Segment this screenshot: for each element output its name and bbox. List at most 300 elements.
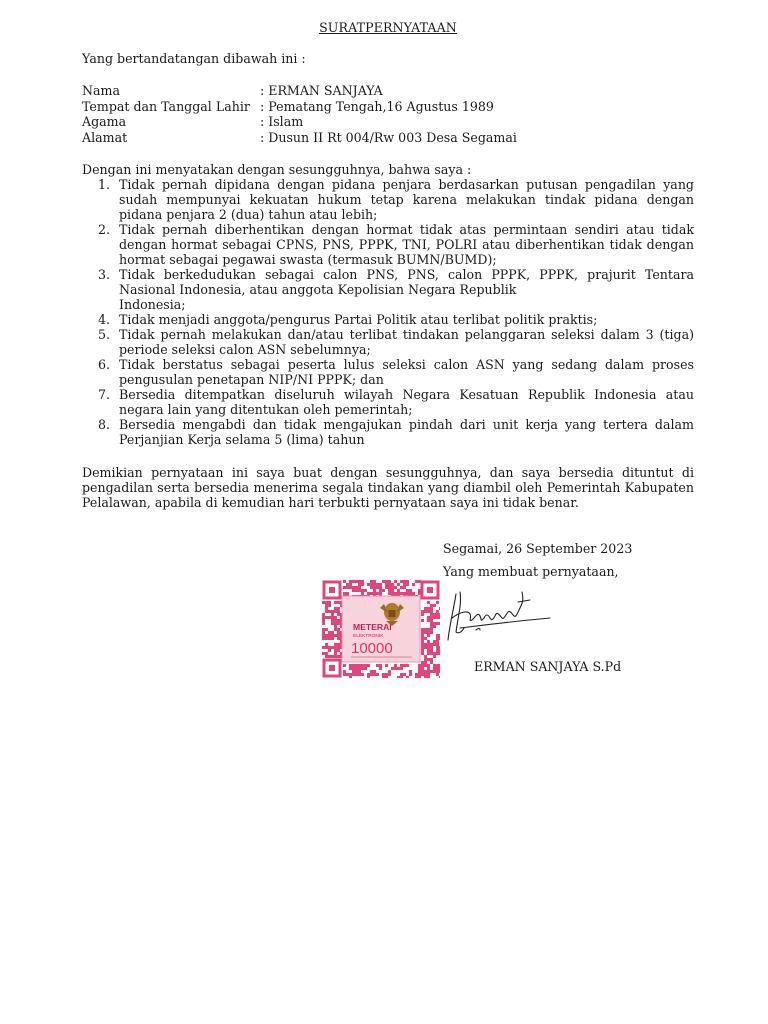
qr-module xyxy=(427,676,430,678)
qr-module xyxy=(403,580,406,583)
qr-module xyxy=(421,640,424,643)
identity-table xyxy=(82,83,517,146)
qr-module xyxy=(337,655,340,658)
qr-module xyxy=(352,580,355,583)
qr-module xyxy=(421,664,424,667)
qr-module xyxy=(370,592,373,595)
qr-module xyxy=(349,580,352,583)
qr-module xyxy=(367,676,370,678)
qr-module xyxy=(421,673,424,676)
qr-module xyxy=(409,589,412,592)
qr-module xyxy=(412,592,415,595)
qr-module xyxy=(373,580,376,583)
qr-module xyxy=(379,589,382,592)
list-item-number: 7. xyxy=(98,387,111,402)
qr-module xyxy=(424,607,427,610)
qr-module xyxy=(424,631,427,634)
qr-module xyxy=(400,580,403,583)
qr-module xyxy=(430,607,433,610)
qr-module xyxy=(391,583,394,586)
qr-module xyxy=(349,667,352,670)
qr-module xyxy=(337,607,340,610)
qr-module xyxy=(430,643,433,646)
qr-module xyxy=(370,580,373,583)
qr-module xyxy=(334,610,337,613)
identity-row xyxy=(82,114,517,130)
statement-lead: Dengan ini menyatakan dengan sesungguhnya, bahwa saya : xyxy=(82,162,472,177)
qr-module xyxy=(388,589,391,592)
qr-module xyxy=(394,586,397,589)
qr-module xyxy=(364,589,367,592)
qr-module xyxy=(385,664,388,667)
qr-module xyxy=(328,649,331,652)
qr-module xyxy=(436,649,439,652)
qr-module xyxy=(322,619,325,622)
identity-label: Nama xyxy=(82,83,120,98)
qr-module xyxy=(439,652,440,655)
qr-module xyxy=(436,670,439,673)
qr-module xyxy=(397,676,400,678)
qr-module xyxy=(397,592,400,595)
list-item xyxy=(98,417,694,447)
stamp-value: 10000 xyxy=(351,640,393,657)
qr-module xyxy=(322,616,325,619)
qr-module xyxy=(388,592,391,595)
qr-module xyxy=(331,646,334,649)
list-item-number: 1. xyxy=(98,177,111,192)
qr-module xyxy=(439,670,440,673)
qr-module xyxy=(373,589,376,592)
qr-module xyxy=(427,640,430,643)
list-item xyxy=(98,327,694,357)
qr-module xyxy=(427,649,430,652)
meterai-stamp-icon xyxy=(322,580,440,678)
qr-module xyxy=(322,613,325,616)
qr-module xyxy=(394,592,397,595)
qr-module xyxy=(358,580,361,583)
qr-module xyxy=(406,664,409,667)
qr-module xyxy=(394,580,397,583)
qr-module xyxy=(358,589,361,592)
qr-module xyxy=(328,655,331,658)
qr-module xyxy=(403,586,406,589)
qr-module xyxy=(391,592,394,595)
qr-module xyxy=(328,634,331,637)
qr-module xyxy=(367,583,370,586)
qr-module xyxy=(427,631,430,634)
qr-module xyxy=(433,652,436,655)
qr-module xyxy=(331,613,334,616)
qr-module xyxy=(436,667,439,670)
qr-module xyxy=(430,646,433,649)
qr-module xyxy=(385,673,388,676)
qr-module xyxy=(325,655,328,658)
qr-module xyxy=(439,646,440,649)
qr-module xyxy=(424,664,427,667)
qr-module xyxy=(328,604,331,607)
qr-module xyxy=(436,637,439,640)
qr-module xyxy=(325,610,328,613)
qr-module xyxy=(421,649,424,652)
qr-module xyxy=(325,646,328,649)
qr-module xyxy=(439,607,440,610)
qr-module xyxy=(436,664,439,667)
qr-module xyxy=(343,664,346,667)
qr-module xyxy=(352,589,355,592)
signature-icon xyxy=(446,588,552,644)
qr-module xyxy=(430,604,433,607)
qr-module xyxy=(418,667,421,670)
qr-module xyxy=(430,622,433,625)
qr-module xyxy=(412,583,415,586)
qr-module xyxy=(337,622,340,625)
qr-module xyxy=(421,631,424,634)
list-item-text: Tidak pernah dipidana dengan pidana penjara berdasarkan putusan pengadilan yang sudah mempunyai kekuatan hukum tetap karena melakukan tindak pidana dengan pidana penjara 2 (dua) tahun atau lebih; xyxy=(119,177,694,222)
qr-module xyxy=(361,580,364,583)
list-item-text: Tidak berstatus sebagai peserta lulus seleksi calon ASN yang sedang dalam proses pengusulan penetapan NIP/NI PPPK; dan xyxy=(119,357,694,387)
qr-module xyxy=(397,583,400,586)
qr-module xyxy=(433,643,436,646)
qr-module xyxy=(418,670,421,673)
qr-module xyxy=(367,592,370,595)
qr-module xyxy=(424,655,427,658)
qr-module xyxy=(421,643,424,646)
qr-module xyxy=(322,628,325,631)
qr-module xyxy=(421,646,424,649)
qr-module xyxy=(439,634,440,637)
qr-module xyxy=(346,583,349,586)
identity-row xyxy=(82,130,517,146)
qr-module xyxy=(427,634,430,637)
qr-module xyxy=(436,601,439,604)
qr-module xyxy=(325,634,328,637)
list-item xyxy=(98,222,694,267)
place-date: Segamai, 26 September 2023 xyxy=(443,541,633,556)
qr-module xyxy=(343,580,346,583)
qr-module xyxy=(376,673,379,676)
qr-module xyxy=(343,592,346,595)
qr-module xyxy=(436,652,439,655)
signer-name: ERMAN SANJAYA S.Pd xyxy=(474,659,622,674)
qr-module xyxy=(433,670,436,673)
qr-module xyxy=(430,613,433,616)
qr-module xyxy=(322,622,325,625)
signer-caption: Yang membuat pernyataan, xyxy=(443,564,619,579)
stamp-sublabel: ELEKTRONIK xyxy=(353,634,384,639)
qr-module xyxy=(379,586,382,589)
qr-module xyxy=(331,619,334,622)
identity-row xyxy=(82,99,517,115)
qr-module xyxy=(361,664,364,667)
qr-module xyxy=(334,607,337,610)
statement-list xyxy=(98,177,694,447)
qr-module xyxy=(430,616,433,619)
list-item xyxy=(98,267,694,312)
qr-module xyxy=(433,655,436,658)
qr-module xyxy=(331,622,334,625)
qr-module xyxy=(376,592,379,595)
qr-module xyxy=(328,616,331,619)
qr-module xyxy=(358,664,361,667)
qr-module xyxy=(439,667,440,670)
qr-module xyxy=(436,673,439,676)
qr-module xyxy=(379,592,382,595)
qr-module xyxy=(382,676,385,678)
list-item-number: 6. xyxy=(98,357,111,372)
qr-module xyxy=(388,583,391,586)
qr-module xyxy=(421,634,424,637)
qr-module xyxy=(430,619,433,622)
qr-module xyxy=(406,580,409,583)
qr-module xyxy=(400,592,403,595)
qr-module xyxy=(337,628,340,631)
qr-module xyxy=(325,652,328,655)
qr-module xyxy=(421,670,424,673)
qr-module xyxy=(325,601,328,604)
qr-module xyxy=(322,637,325,640)
qr-module xyxy=(430,661,433,664)
qr-module xyxy=(424,661,427,664)
qr-module xyxy=(427,667,430,670)
qr-module xyxy=(331,616,334,619)
qr-module xyxy=(328,610,331,613)
stamp-label: METERAI xyxy=(353,622,392,632)
qr-module xyxy=(379,664,382,667)
qr-module xyxy=(415,676,418,678)
qr-module xyxy=(364,667,367,670)
qr-module xyxy=(349,676,352,678)
qr-module xyxy=(325,607,328,610)
qr-module xyxy=(439,637,440,640)
qr-module xyxy=(334,619,337,622)
qr-module xyxy=(373,586,376,589)
qr-module xyxy=(388,673,391,676)
qr-module xyxy=(427,673,430,676)
document-title: SURATPERNYATAAN xyxy=(319,20,457,35)
qr-module xyxy=(427,607,430,610)
qr-module xyxy=(439,613,440,616)
qr-module xyxy=(400,676,403,678)
qr-module xyxy=(322,646,325,649)
qr-module xyxy=(439,622,440,625)
qr-module xyxy=(439,649,440,652)
qr-module xyxy=(388,580,391,583)
qr-module xyxy=(394,664,397,667)
qr-module xyxy=(400,586,403,589)
qr-module xyxy=(421,637,424,640)
closing-paragraph: Demikian pernyataan ini saya buat dengan sesungguhnya, dan saya bersedia dituntut di pengadilan serta bersedia menerima segala tindakan yang diambil oleh Pemerintah Kabupaten Pelalawan, apabila di kemudian hari terbukti pernyataan saya ini tidak benar. xyxy=(82,465,694,510)
qr-module xyxy=(361,592,364,595)
qr-module xyxy=(406,589,409,592)
qr-module xyxy=(328,646,331,649)
qr-module xyxy=(385,583,388,586)
qr-module xyxy=(325,604,328,607)
qr-module xyxy=(325,628,328,631)
qr-module xyxy=(421,613,424,616)
qr-module xyxy=(406,592,409,595)
qr-module xyxy=(385,586,388,589)
qr-module xyxy=(355,580,358,583)
qr-module xyxy=(439,676,440,678)
qr-module xyxy=(397,589,400,592)
list-item-text: Tidak menjadi anggota/pengurus Partai Politik atau terlibat politik praktis; xyxy=(119,312,598,327)
list-item-text: Tidak pernah diberhentikan dengan hormat tidak atas permintaan sendiri atau tidak dengan hormat sebagai CPNS, PNS, PPPK, TNI, POLRI atau diberhentikan tidak dengan hormat sebagai pegawai swasta (termasuk BUMN/BUMD); xyxy=(119,222,694,267)
qr-module xyxy=(379,583,382,586)
qr-module xyxy=(334,643,337,646)
qr-module xyxy=(349,673,352,676)
qr-module xyxy=(424,673,427,676)
qr-module xyxy=(355,586,358,589)
list-item-text: Bersedia ditempatkan diseluruh wilayah Negara Kesatuan Republik Indonesia atau negara lain yang ditentukan oleh pemerintah; xyxy=(119,387,694,417)
qr-module xyxy=(337,643,340,646)
qr-module xyxy=(433,625,436,628)
qr-module xyxy=(433,667,436,670)
qr-module xyxy=(373,673,376,676)
qr-module xyxy=(421,661,424,664)
qr-module xyxy=(391,586,394,589)
list-item xyxy=(98,357,694,387)
qr-module xyxy=(337,631,340,634)
list-item xyxy=(98,387,694,417)
qr-module xyxy=(328,631,331,634)
identity-value: : Dusun II Rt 004/Rw 003 Desa Segamai xyxy=(260,130,517,146)
qr-module xyxy=(430,652,433,655)
list-item-number: 8. xyxy=(98,417,111,432)
qr-module xyxy=(337,619,340,622)
qr-module xyxy=(346,673,349,676)
qr-module xyxy=(367,664,370,667)
qr-module xyxy=(331,610,334,613)
qr-module xyxy=(379,667,382,670)
qr-module xyxy=(373,592,376,595)
qr-module xyxy=(433,604,436,607)
identity-label: Tempat dan Tanggal Lahir xyxy=(82,98,250,114)
list-item-number: 5. xyxy=(98,327,111,342)
list-item-text: Bersedia mengabdi dan tidak mengajukan pindah dari unit kerja yang tertera dalam Perjanjian Kerja selama 5 (lima) tahun xyxy=(119,417,694,447)
qr-module xyxy=(364,664,367,667)
qr-module xyxy=(436,646,439,649)
qr-module xyxy=(433,622,436,625)
qr-module xyxy=(421,667,424,670)
qr-module xyxy=(355,667,358,670)
qr-module xyxy=(400,664,403,667)
qr-module xyxy=(346,586,349,589)
qr-module xyxy=(352,586,355,589)
qr-module xyxy=(334,625,337,628)
qr-module xyxy=(430,628,433,631)
qr-module xyxy=(409,673,412,676)
qr-module xyxy=(418,676,421,678)
qr-module xyxy=(409,670,412,673)
qr-module xyxy=(328,601,331,604)
qr-module xyxy=(355,664,358,667)
qr-module xyxy=(334,622,337,625)
qr-module xyxy=(385,580,388,583)
qr-module xyxy=(421,652,424,655)
qr-module xyxy=(352,673,355,676)
identity-label: Agama xyxy=(82,114,127,130)
identity-row xyxy=(82,83,517,99)
qr-module xyxy=(427,652,430,655)
qr-module xyxy=(349,583,352,586)
qr-module xyxy=(424,646,427,649)
qr-module xyxy=(439,616,440,619)
list-item-text: Tidak pernah melakukan dan/atau terlibat tindakan pelanggaran seleksi dalam 3 (tiga) periode seleksi calon ASN sebelumnya; xyxy=(119,327,694,357)
qr-module xyxy=(394,667,397,670)
qr-module xyxy=(418,673,421,676)
qr-module xyxy=(418,664,421,667)
qr-module xyxy=(430,625,433,628)
qr-module xyxy=(325,616,328,619)
qr-module xyxy=(334,634,337,637)
qr-module xyxy=(406,676,409,678)
qr-module xyxy=(376,583,379,586)
qr-module xyxy=(424,676,427,678)
qr-module xyxy=(331,637,334,640)
qr-module xyxy=(328,637,331,640)
qr-module xyxy=(358,673,361,676)
qr-module xyxy=(406,583,409,586)
qr-module xyxy=(370,670,373,673)
qr-module xyxy=(403,583,406,586)
qr-module xyxy=(427,610,430,613)
qr-module xyxy=(334,646,337,649)
qr-module xyxy=(430,610,433,613)
qr-module xyxy=(403,673,406,676)
qr-module xyxy=(403,664,406,667)
qr-module xyxy=(436,613,439,616)
intro-text: Yang bertandatangan dibawah ini : xyxy=(82,51,306,66)
qr-module xyxy=(424,658,427,661)
qr-module xyxy=(439,664,440,667)
qr-module xyxy=(427,670,430,673)
qr-module xyxy=(358,583,361,586)
qr-module xyxy=(430,670,433,673)
qr-module xyxy=(430,631,433,634)
qr-module xyxy=(373,670,376,673)
qr-module xyxy=(436,610,439,613)
list-item-number: 4. xyxy=(98,312,111,327)
qr-module xyxy=(334,655,337,658)
qr-module xyxy=(370,583,373,586)
qr-module xyxy=(400,667,403,670)
qr-module xyxy=(433,616,436,619)
qr-module xyxy=(382,673,385,676)
qr-module xyxy=(370,673,373,676)
qr-module xyxy=(409,592,412,595)
qr-module xyxy=(349,664,352,667)
qr-module xyxy=(337,637,340,640)
qr-module xyxy=(358,670,361,673)
identity-value: : Islam xyxy=(260,114,304,130)
qr-module xyxy=(361,667,364,670)
list-item-text: Tidak berkedudukan sebagai calon PNS, PNS, calon PPPK, PPPK, prajurit Tentara Nasional Indonesia, atau anggota Kepolisian Negara Republik Indonesia; xyxy=(119,267,694,312)
qr-module xyxy=(334,616,337,619)
qr-module xyxy=(424,610,427,613)
qr-module xyxy=(331,655,334,658)
qr-module xyxy=(337,634,340,637)
qr-module xyxy=(346,592,349,595)
qr-module xyxy=(331,631,334,634)
list-item-number: 3. xyxy=(98,267,111,282)
qr-module xyxy=(385,676,388,678)
qr-module xyxy=(436,640,439,643)
qr-module xyxy=(343,586,346,589)
qr-module xyxy=(325,637,328,640)
qr-module xyxy=(322,631,325,634)
qr-module xyxy=(427,619,430,622)
qr-module xyxy=(424,628,427,631)
